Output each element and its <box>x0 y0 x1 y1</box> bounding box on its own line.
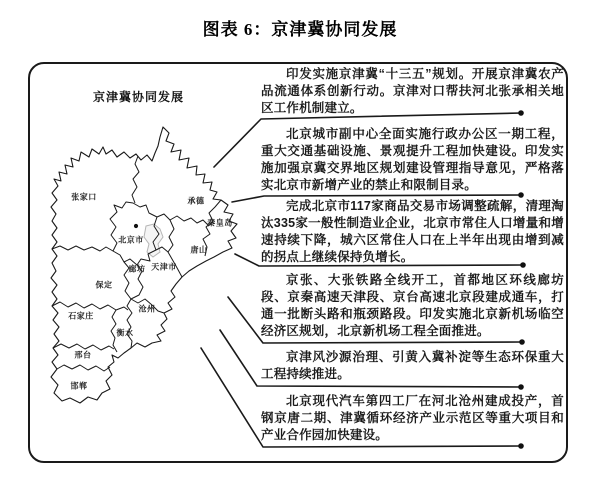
map-city-label: 秦皇岛 <box>207 218 233 228</box>
callout-1: 印发实施京津冀“十三五”规划。开展京津冀农产品流通体系创新行动。京津对口帮扶河北张承相关地区工作机制建立。 <box>261 67 564 115</box>
figure-title: 图表 6：京津冀协同发展 <box>202 20 398 39</box>
map-city-label: 廊坊 <box>128 264 146 274</box>
map-city-label: 唐山 <box>190 245 208 255</box>
map-title: 京津冀协同发展 <box>93 90 185 104</box>
map-city-label: 沧州 <box>138 304 156 314</box>
callout-3: 完成北京市117家商品交易市场调整疏解，清理淘汰335家一般性制造业企业，北京市常住人口增量和增速持续下降，城六区常住人口在上半年出现由增到减的拐点上继续保持负增长。 <box>261 199 564 264</box>
callout-5: 京津风沙源治理、引黄入冀补淀等生态环保重大工程持续推进。 <box>261 350 564 381</box>
callout-4: 京张、大张铁路全线开工，首都地区环线廊坊段、京秦高速天津段、京台高速北京段建成通车，打通一批断头路和瓶颈路段。印发实施北京新机场临空经济区规划，北京新机场工程全面推进。 <box>261 273 564 338</box>
map-city-label: 石家庄 <box>68 311 94 321</box>
map-city-label: 张家口 <box>71 192 97 202</box>
callout-6: 北京现代汽车第四工厂在河北沧州建成投产，首钢京唐二期、津冀循环经济产业示范区等重大项目和产业合作园加快建设。 <box>261 394 564 442</box>
map-city-label: 邢台 <box>74 350 92 360</box>
map-city-label: 承德 <box>187 196 205 206</box>
map-city-label: 保定 <box>95 280 113 290</box>
map-city-label: 邯郸 <box>70 381 88 391</box>
map-city-label: 天津市 <box>151 262 177 272</box>
map-city-label: 北京市 <box>118 235 144 245</box>
callout-2: 北京城市副中心全面实施行政办公区一期工程，重大交通基础设施、景观提升工程加快建设。印发实施加强京冀交界地区规划建设管理指导意见，严格落实北京市新增产业的禁止和限制目录。 <box>261 127 564 192</box>
map-city-label: 衡水 <box>116 328 134 338</box>
